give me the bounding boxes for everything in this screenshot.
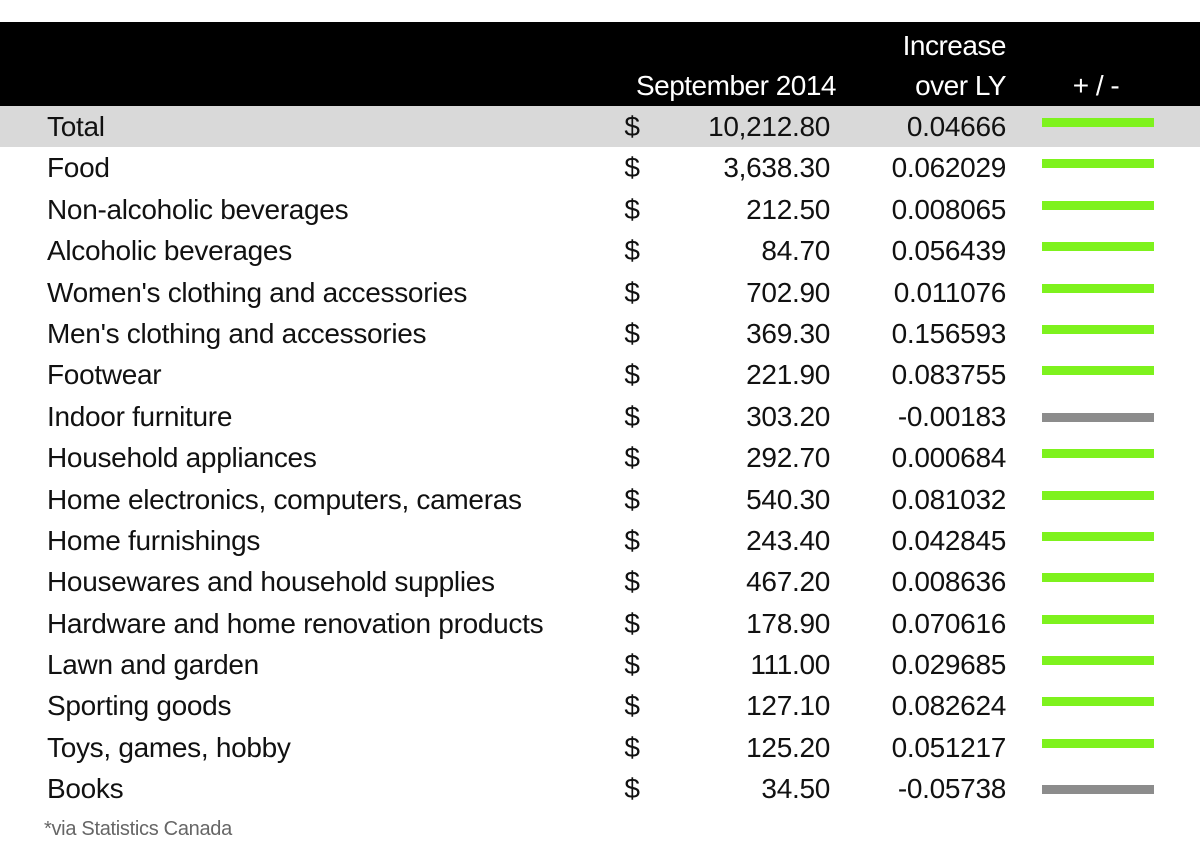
table-row (0, 230, 1200, 271)
row-currency-symbol: $ (624, 731, 640, 763)
row-increase: -0.00183 (897, 400, 1006, 432)
header-increase (846, 26, 1006, 106)
positive-indicator-bar (1042, 366, 1154, 375)
positive-indicator-bar (1042, 656, 1154, 665)
row-value: 243.40 (746, 524, 830, 556)
row-currency-symbol: $ (624, 235, 640, 267)
row-value: 369.30 (746, 317, 830, 349)
positive-indicator-bar (1042, 739, 1154, 748)
row-value: 292.70 (746, 442, 830, 474)
table-row (0, 147, 1200, 188)
row-category: Toys, games, hobby (47, 731, 291, 763)
row-value: 303.20 (746, 400, 830, 432)
row-increase: 0.008065 (891, 193, 1006, 225)
row-value: 84.70 (761, 235, 830, 267)
row-currency-symbol: $ (624, 607, 640, 639)
table-row (0, 644, 1200, 685)
table-row (0, 396, 1200, 437)
row-currency-symbol: $ (624, 442, 640, 474)
negative-indicator-bar (1042, 785, 1154, 794)
row-value: 111.00 (750, 649, 830, 681)
row-increase: 0.011076 (893, 276, 1006, 308)
row-currency-symbol: $ (624, 317, 640, 349)
row-category: Food (47, 152, 110, 184)
table-row (0, 479, 1200, 520)
table-row (0, 313, 1200, 354)
row-category: Non-alcoholic beverages (47, 193, 349, 225)
row-value: 3,638.30 (723, 152, 830, 184)
table-row (0, 437, 1200, 478)
row-currency-symbol: $ (624, 111, 640, 142)
row-category: Indoor furniture (47, 400, 233, 432)
row-category: Lawn and garden (47, 649, 259, 681)
positive-indicator-bar (1042, 573, 1154, 582)
positive-indicator-bar (1042, 449, 1154, 458)
header-increase-line2: over LY (915, 70, 1006, 101)
row-value: 178.90 (746, 607, 830, 639)
table-header (0, 22, 1200, 106)
row-category: Housewares and household supplies (47, 566, 495, 598)
row-increase: 0.042845 (891, 524, 1006, 556)
row-increase: 0.04666 (906, 111, 1006, 142)
row-value: 467.20 (746, 566, 830, 598)
table-row (0, 106, 1200, 147)
row-currency-symbol: $ (624, 400, 640, 432)
table-body (0, 106, 1200, 810)
row-currency-symbol: $ (624, 566, 640, 598)
row-increase: 0.070616 (891, 607, 1006, 639)
row-category: Total (47, 111, 105, 142)
row-increase: 0.081032 (891, 483, 1006, 515)
row-currency-symbol: $ (624, 276, 640, 308)
row-increase: 0.056439 (891, 235, 1006, 267)
table-row (0, 354, 1200, 395)
header-plus-minus: + / - (1072, 70, 1120, 101)
row-category: Men's clothing and accessories (47, 317, 427, 349)
header-month: September 2014 (635, 70, 836, 101)
row-increase: 0.062029 (891, 152, 1006, 184)
table-row (0, 768, 1200, 809)
row-increase: 0.083755 (891, 359, 1006, 391)
row-value: 221.90 (746, 359, 830, 391)
table-row (0, 520, 1200, 561)
row-value: 34.50 (761, 773, 830, 805)
positive-indicator-bar (1042, 532, 1154, 541)
positive-indicator-bar (1042, 118, 1154, 127)
row-category: Hardware and home renovation products (47, 607, 544, 639)
row-category: Books (47, 773, 124, 805)
positive-indicator-bar (1042, 491, 1154, 500)
positive-indicator-bar (1042, 325, 1154, 334)
positive-indicator-bar (1042, 697, 1154, 706)
row-value: 702.90 (746, 276, 830, 308)
row-currency-symbol: $ (624, 193, 640, 225)
row-category: Footwear (47, 359, 162, 391)
row-currency-symbol: $ (624, 690, 640, 722)
row-currency-symbol: $ (624, 359, 640, 391)
row-increase: -0.05738 (897, 773, 1006, 805)
row-category: Alcoholic beverages (47, 235, 292, 267)
table-row (0, 272, 1200, 313)
row-increase: 0.051217 (891, 731, 1006, 763)
row-currency-symbol: $ (624, 483, 640, 515)
row-increase: 0.008636 (891, 566, 1006, 598)
table-row (0, 603, 1200, 644)
row-value: 212.50 (746, 193, 830, 225)
row-increase: 0.029685 (891, 649, 1006, 681)
positive-indicator-bar (1042, 159, 1154, 168)
table-row (0, 727, 1200, 768)
row-currency-symbol: $ (624, 773, 640, 805)
row-currency-symbol: $ (624, 649, 640, 681)
footnote: *via Statistics Canada (44, 818, 232, 840)
row-category: Household appliances (47, 442, 317, 474)
row-increase: 0.000684 (891, 442, 1006, 474)
row-category: Sporting goods (47, 690, 232, 722)
row-increase: 0.082624 (891, 690, 1006, 722)
positive-indicator-bar (1042, 201, 1154, 210)
table-row (0, 561, 1200, 602)
row-category: Home furnishings (47, 524, 261, 556)
negative-indicator-bar (1042, 413, 1154, 422)
positive-indicator-bar (1042, 284, 1154, 293)
row-value: 10,212.80 (708, 111, 830, 142)
row-value: 540.30 (746, 483, 830, 515)
row-currency-symbol: $ (624, 152, 640, 184)
sales-table (0, 22, 1200, 810)
row-value: 127.10 (746, 690, 830, 722)
table-row (0, 685, 1200, 726)
positive-indicator-bar (1042, 242, 1154, 251)
row-category: Home electronics, computers, cameras (47, 483, 522, 515)
header-increase-line1: Increase (902, 30, 1006, 61)
row-value: 125.20 (746, 731, 830, 763)
table-row (0, 189, 1200, 230)
positive-indicator-bar (1042, 615, 1154, 624)
row-currency-symbol: $ (624, 524, 640, 556)
row-category: Women's clothing and accessories (47, 276, 468, 308)
row-increase: 0.156593 (891, 317, 1006, 349)
